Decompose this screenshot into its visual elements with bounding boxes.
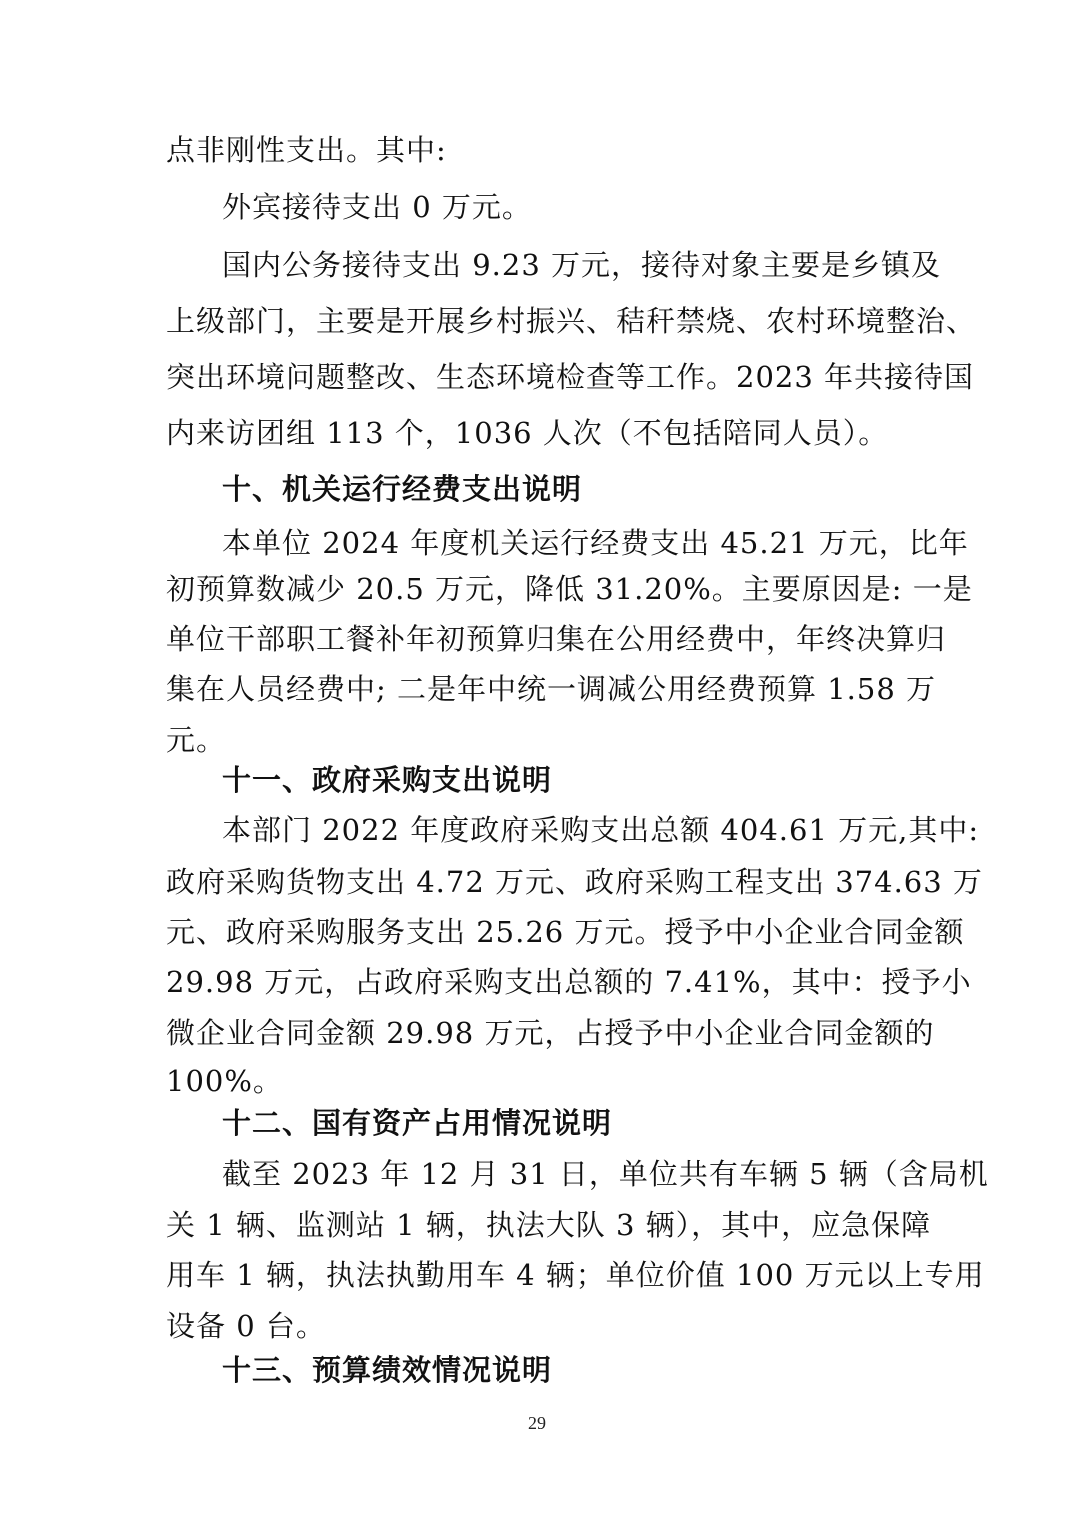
paragraph-line: 点非刚性支出。其中: xyxy=(166,133,447,167)
paragraph-line: 政府采购货物支出 4.72 万元、政府采购工程支出 374.63 万 xyxy=(166,865,983,899)
section-heading: 十、机关运行经费支出说明 xyxy=(222,472,583,506)
paragraph-line: 截至 2023 年 12 月 31 日，单位共有车辆 5 辆（含局机 xyxy=(222,1157,989,1191)
paragraph-line: 元。 xyxy=(166,723,227,757)
paragraph-line: 国内公务接待支出 9.23 万元，接待对象主要是乡镇及 xyxy=(222,248,942,282)
paragraph-line: 单位干部职工餐补年初预算归集在公用经费中，年终决算归 xyxy=(166,622,947,656)
paragraph-line: 集在人员经费中; 二是年中统一调减公用经费预算 1.58 万 xyxy=(166,672,936,706)
paragraph-line: 29.98 万元，占政府采购支出总额的 7.41%，其中：授予小 xyxy=(166,965,972,999)
section-heading: 十三、预算绩效情况说明 xyxy=(222,1353,553,1387)
section-heading: 十二、国有资产占用情况说明 xyxy=(222,1106,613,1140)
paragraph-line: 元、政府采购服务支出 25.26 万元。授予中小企业合同金额 xyxy=(166,915,965,949)
paragraph-line: 初预算数减少 20.5 万元，降低 31.20%。主要原因是: 一是 xyxy=(166,572,973,606)
paragraph-line: 内来访团组 113 个，1036 人次（不包括陪同人员）。 xyxy=(166,416,889,450)
paragraph-line: 100%。 xyxy=(166,1064,283,1098)
paragraph-line: 关 1 辆、监测站 1 辆，执法大队 3 辆），其中，应急保障 xyxy=(166,1208,932,1242)
section-heading: 十一、政府采购支出说明 xyxy=(222,763,553,797)
paragraph-line: 外宾接待支出 0 万元。 xyxy=(222,190,532,224)
paragraph-line: 突出环境问题整改、生态环境检查等工作。2023 年共接待国 xyxy=(166,360,975,394)
paragraph-line: 本单位 2024 年度机关运行经费支出 45.21 万元，比年 xyxy=(222,526,969,560)
page-number: 29 xyxy=(528,1413,546,1433)
paragraph-line: 微企业合同金额 29.98 万元，占授予中小企业合同金额的 xyxy=(166,1016,935,1050)
paragraph-line: 本部门 2022 年度政府采购支出总额 404.61 万元,其中: xyxy=(222,813,980,847)
paragraph-line: 设备 0 台。 xyxy=(166,1309,326,1343)
paragraph-line: 用车 1 辆，执法执勤用车 4 辆；单位价值 100 万元以上专用 xyxy=(166,1258,985,1292)
paragraph-line: 上级部门，主要是开展乡村振兴、秸秆禁烧、农村环境整治、 xyxy=(166,304,977,338)
